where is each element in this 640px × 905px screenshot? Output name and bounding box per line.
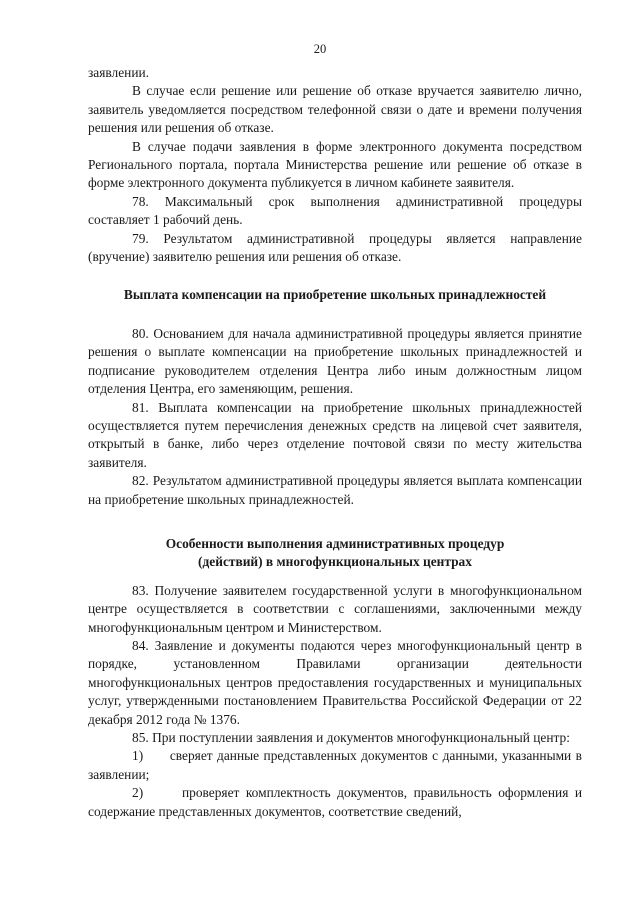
paragraph: 80. Основанием для начала административной процедуры является принятие решения о выплате компенсации на приобретение школьных принадлежностей и подписание руководителем отделения Центра либо иным должностным лицом отделения Центра, его заменяющим, решения. xyxy=(88,325,582,397)
paragraph: 81. Выплата компенсации на приобретение школьных принадлежностей осуществляется путем перечисления денежных средств на лицевой счет заявителя, открытый в банке, либо через отделение почтовой связи по месту жительства заявителя. xyxy=(88,399,582,470)
list-item-text: проверяет комплектность документов, правильность оформления и содержание представленных документов, соответствие сведений, xyxy=(88,785,582,819)
paragraph: В случае если решение или решение об отказе вручается заявителю лично, заявитель уведомляется посредством телефонной связи о дате и времени получения решения или решения об отказе. xyxy=(88,83,582,136)
document-body xyxy=(88,64,582,821)
list-item-text: сверяет данные представленных документов с данными, указанными в заявлении; xyxy=(88,748,582,782)
section-heading-line: Особенности выполнения административных процедур xyxy=(165,535,505,551)
list-item-number: 2) xyxy=(132,785,144,801)
section-heading-school-supplies: Выплата компенсации на приобретение школьных принадлежностей xyxy=(123,287,547,303)
paragraph: 82. Результатом административной процедуры является выплата компенсации на приобретение школьных принадлежностей. xyxy=(88,473,582,507)
paragraph: В случае подачи заявления в форме электронного документа посредством Регионального портала, портала Министерства решение или решение об отказе в форме электронного документа публикуется в личном кабинете заявителя. xyxy=(88,138,582,191)
list-item-number: 1) xyxy=(132,748,144,764)
page-number: 20 xyxy=(313,42,327,56)
paragraph: 78. Максимальный срок выполнения административной процедуры составляет 1 рабочий день. xyxy=(88,193,582,228)
list-item xyxy=(88,747,582,784)
paragraph: 83. Получение заявителем государственной услуги в многофункциональном центре осуществляется в соответствии с соглашениями, заключенными между многофункциональным центром и Министерством. xyxy=(88,582,582,635)
paragraph: 84. Заявление и документы подаются через многофункциональный центр в порядке, установленном Правилами организации деятельности многофункциональных центров предоставления государственных и муниципальных услуг, утвержденными постановлением Правительства Российской Федерации от 22 декабря 2012 года № 1376. xyxy=(88,637,582,727)
paragraph: заявлении. xyxy=(88,65,150,80)
paragraph: 85. При поступлении заявления и документов многофункциональный центр: xyxy=(132,730,570,745)
section-heading-line: (действий) в многофункциональных центрах xyxy=(198,554,472,570)
paragraph: 79. Результатом административной процедуры является направление (вручение) заявителю решения или решения об отказе. xyxy=(88,230,582,265)
section-heading-mfc xyxy=(88,535,582,572)
list-item xyxy=(88,784,582,821)
